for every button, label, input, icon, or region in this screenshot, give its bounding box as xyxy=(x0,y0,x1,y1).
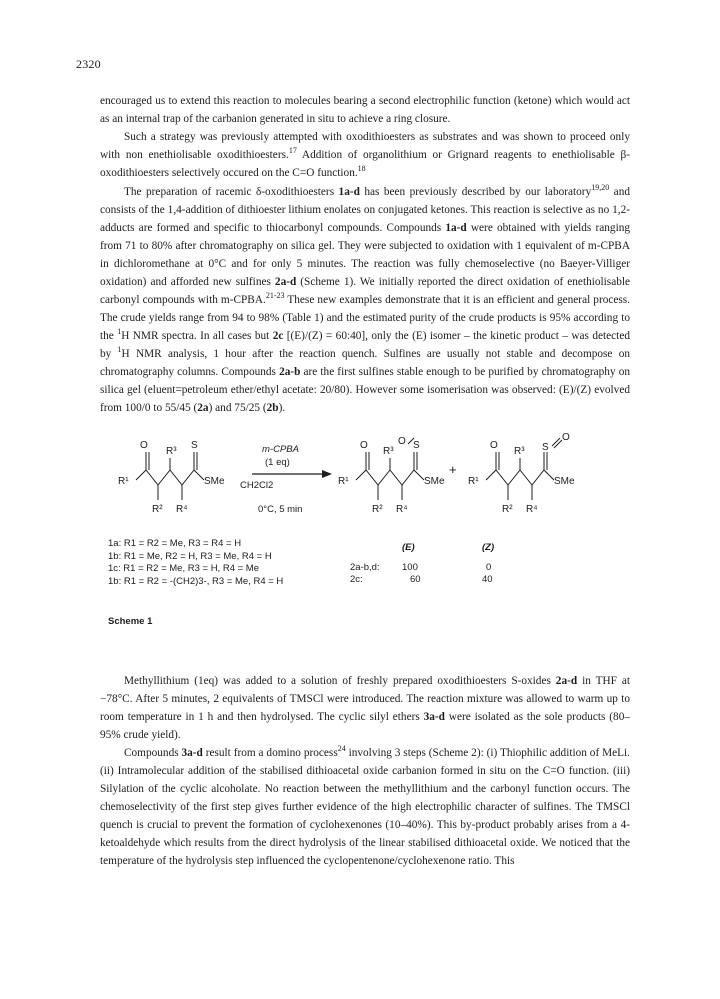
p3-text-c: and consists of the 1,4-addition of dithioester lithium enolates on conjugated ketones. This reaction is selective as no 1,2-adducts are formed and specific to thiocarbonyl compounds. Compounds xyxy=(100,186,630,234)
p3-text-i: H NMR analysis, 1 hour after the reaction quench. Sulfines are usually not stable and decompose on chromatography columns. Compounds xyxy=(100,348,630,378)
solvent-text: CH2Cl2 xyxy=(240,480,274,491)
atom-s-E: S xyxy=(413,440,420,451)
arrow-head-icon xyxy=(322,470,332,478)
paragraph-2-text-a: Such a strategy was previously attempted with oxodithioesters as substrates and was shown to proceed only with non enethiolisable oxodithioesters. xyxy=(100,131,630,161)
ratio-compound-0: 2a-b,d: xyxy=(350,562,380,573)
compound-ref-2a-d-b: 2a-d xyxy=(555,675,578,687)
equiv-text: (1 eq) xyxy=(265,457,290,468)
ratio-e-0: 100 xyxy=(402,562,418,573)
atom-o-sulfine-E: O xyxy=(398,436,406,447)
compound-list xyxy=(108,538,283,588)
group-sme-E: SMe xyxy=(424,476,445,487)
compound-ref-3a-d-b: 3a-d xyxy=(181,747,203,759)
group-sme-Z: SMe xyxy=(554,476,575,487)
group-r3-E: R³ xyxy=(383,446,394,457)
p5-text-b: result from a domino process xyxy=(202,747,338,759)
page-number: 2320 xyxy=(76,57,101,71)
atom-s-1: S xyxy=(191,440,198,451)
group-r3-Z: R³ xyxy=(514,446,525,457)
compound-1d: 1b: R1 = R2 = -(CH2)3-, R3 = Me, R4 = H xyxy=(108,575,284,587)
p3-text-h: [(E)/(Z) = 60:40], only the (E) isomer – the kinetic product – was detected by xyxy=(100,330,630,360)
p5-text-a: Compounds xyxy=(124,747,182,759)
paragraph-4 xyxy=(100,672,630,744)
ratio-header-e: (E) xyxy=(402,542,415,553)
atom-o-1: O xyxy=(140,440,148,451)
citation-21-23: 21-23 xyxy=(265,291,285,301)
ratio-header-z: (Z) xyxy=(482,542,495,553)
structure-1 xyxy=(136,452,204,500)
p3-text-b: has been previously described by our laboratory xyxy=(359,186,592,198)
group-r2-1: R² xyxy=(152,504,163,515)
compound-ref-2c: 2c xyxy=(272,330,284,342)
conditions-text: 0°C, 5 min xyxy=(258,504,303,515)
group-r1-1: R¹ xyxy=(118,476,129,487)
ratio-z-0: 0 xyxy=(486,562,492,573)
compound-1a: 1a: R1 = R2 = Me, R3 = R4 = H xyxy=(108,538,242,549)
paragraph-1 xyxy=(100,92,630,128)
superscript-1b: 1 xyxy=(117,345,122,355)
compound-ref-2a-d: 2a-d xyxy=(274,276,297,288)
group-r4-E: R⁴ xyxy=(396,504,408,515)
p3-text-a: The preparation of racemic δ-oxodithioesters xyxy=(124,186,339,198)
compound-ref-3a-d: 3a-d xyxy=(423,711,445,723)
p4-text-b: in THF at −78°C. After 5 minutes, 2 equivalents of TMSCl were introduced. The reaction mixture was allowed to warm up to room temperature in 1 h and then hydrolysed. The cyclic silyl ethers xyxy=(100,675,630,723)
superscript-1: 1 xyxy=(117,327,122,337)
compound-ref-2b: 2b xyxy=(266,402,279,414)
citation-18: 18 xyxy=(357,164,366,174)
atom-o-Z: O xyxy=(490,440,498,451)
atom-o-sulfine-Z: O xyxy=(562,432,570,443)
group-sme-1: SMe xyxy=(204,476,225,487)
paragraph-5 xyxy=(100,744,630,870)
group-r3-1: R³ xyxy=(166,446,177,457)
group-r2-Z: R² xyxy=(502,504,513,515)
p3-text-e: (Scheme 1). We initially reported the direct oxidation of enethiolisable carbonyl compounds with m-CPBA. xyxy=(100,276,631,306)
ratio-compound-1: 2c: xyxy=(350,574,363,585)
compound-ref-2a-b: 2a-b xyxy=(279,366,301,378)
p4-text-c: were isolated as the sole products (80–95% crude yield). xyxy=(100,711,630,741)
p4-text-a: Methyllithium (1eq) was added to a solution of freshly prepared oxodithioesters S-oxides xyxy=(124,675,556,687)
p3-text-f: These new examples demonstrate that it is an efficient and general process. The crude yields range from 94 to 98% (Table 1) and the estimated purity of the crude products is 95% according to the xyxy=(100,294,630,342)
p3-text-j: are the first sulfines stable enough to be purified by chromatography on silica gel (eluent=petroleum ether/ethyl acetate: 20/80). However some isomerisation was observed: (E)/(Z) evolved from 100/0 to 55/45 ( xyxy=(100,366,631,414)
group-r4-1: R⁴ xyxy=(176,504,188,515)
group-r1-E: R¹ xyxy=(338,476,349,487)
p3-text-g: H NMR spectra. In all cases but xyxy=(121,330,273,342)
atom-s-Z: S xyxy=(542,442,549,453)
group-r4-Z: R⁴ xyxy=(526,504,538,515)
scheme-structures xyxy=(100,430,630,640)
compound-ref-1a-d-2: 1a-d xyxy=(445,222,467,234)
paragraph-2 xyxy=(100,128,630,182)
p5-text-c: involving 3 steps (Scheme 2): (i) Thiophilic addition of MeLi. (ii) Intramolecular addition of the stabilised dithioacetal oxide carbanion formed in situ on the C=O function. (iii) Silylation of the cyclic alcoholate. No reaction between the methyllithium and the carbonyl function occurs. The chemoselectivity of the first step gives further evidence of the high electrophilic character of sulfines. The TMSCl quench is crucial to prevent the formation of cyclohexenones (10–40%). This by-product probably arises from a 4-ketoaldehyde which results from the direct hydrolysis of the linear stabilised dithioacetal oxide. We noticed that the temperature of the hydrolysis step influenced the cyclopentenone/cyclohexenone ratio. This xyxy=(100,747,631,867)
compound-1c: 1c: R1 = R2 = Me, R3 = H, R4 = Me xyxy=(108,563,260,574)
p3-text-d: were obtained with yields ranging from 71 to 80% after chromatography on silica gel. They were subjected to oxidation with 1 equivalent of m-CPBA in dichloromethane at 0°C and for only 5 minutes. The reaction was fully chemoselective (no Baeyer-Villiger oxidation) and afforded new sulfines xyxy=(100,222,631,288)
ratio-e-1: 60 xyxy=(410,574,421,585)
citation-19-20: 19,20 xyxy=(591,183,610,193)
plus-sign: + xyxy=(449,462,457,477)
group-r2-E: R² xyxy=(372,504,383,515)
atom-o-E: O xyxy=(360,440,368,451)
scheme-caption: Scheme 1 xyxy=(108,616,153,627)
paragraph-1-text: encouraged us to extend this reaction to molecules bearing a second electrophilic function (ketone) which would act as an internal trap of the carbanion generated in situ to achieve a ring closure. xyxy=(100,95,630,125)
scheme-1 xyxy=(100,430,630,640)
compound-ref-2a: 2a xyxy=(197,402,209,414)
compound-1b: 1b: R1 = Me, R2 = H, R3 = Me, R4 = H xyxy=(108,550,272,562)
citation-17: 17 xyxy=(288,146,297,156)
group-r1-Z: R¹ xyxy=(468,476,479,487)
reagent-text: m-CPBA xyxy=(262,444,299,455)
paragraph-3 xyxy=(100,183,630,417)
citation-24: 24 xyxy=(337,744,346,754)
paragraph-2-text-b: Addition of organolithium or Grignard reagents to enethiolisable β-oxodithioesters selectively occured on the C=O function. xyxy=(100,149,630,179)
p3-text-k: ) and 75/25 ( xyxy=(208,402,267,414)
compound-ref-1a-d: 1a-d xyxy=(338,186,360,198)
ratio-z-1: 40 xyxy=(482,574,493,585)
p3-text-l: ). xyxy=(278,402,286,414)
